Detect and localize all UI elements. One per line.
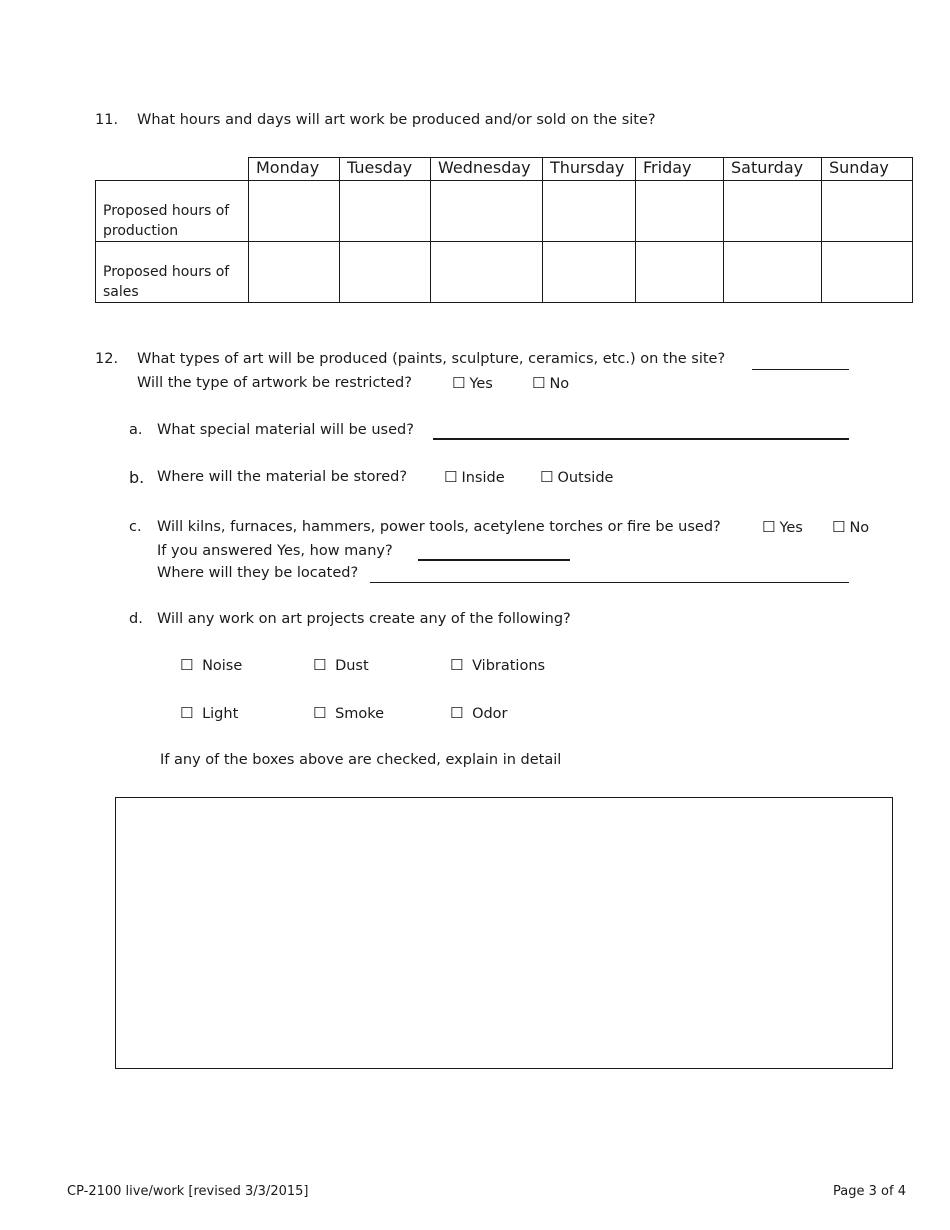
q12c-text: Will kilns, furnaces, hammers, power tools, acetylene torches or fire be used? <box>157 519 721 535</box>
table-row <box>96 242 913 303</box>
located-input[interactable] <box>370 582 849 583</box>
noise-option[interactable]: ☐ Noise <box>180 656 243 674</box>
sales-sunday-cell[interactable] <box>822 242 913 303</box>
smoke-option[interactable]: ☐ Smoke <box>313 704 385 722</box>
checkbox-icon[interactable]: ☐ <box>540 468 554 486</box>
art-types-input[interactable] <box>752 369 849 370</box>
q12b-text: Where will the material be stored? <box>157 469 408 485</box>
q12b-letter: b. <box>129 468 145 487</box>
sales-thursday-cell[interactable] <box>543 242 636 303</box>
checkbox-icon[interactable]: ☐ <box>180 656 194 674</box>
q11-text: What hours and days will art work be produced and/or sold on the site? <box>137 112 656 128</box>
day-header: Monday <box>249 158 340 181</box>
day-header: Wednesday <box>431 158 543 181</box>
day-header: Tuesday <box>340 158 431 181</box>
checkbox-icon[interactable]: ☐ <box>180 704 194 722</box>
q12d-text: Will any work on art projects create any of the following? <box>157 611 571 627</box>
restricted-yes-option[interactable]: ☐ Yes <box>452 374 493 392</box>
checkbox-icon[interactable]: ☐ <box>313 704 327 722</box>
checkbox-icon[interactable]: ☐ <box>313 656 327 674</box>
explain-label: If any of the boxes above are checked, explain in detail <box>160 752 562 768</box>
q11-number: 11. <box>95 112 119 128</box>
day-header: Thursday <box>543 158 636 181</box>
tools-yes-option[interactable]: ☐ Yes <box>762 518 803 536</box>
how-many-label: If you answered Yes, how many? <box>157 543 393 559</box>
production-tuesday-cell[interactable] <box>340 181 431 242</box>
q12c-letter: c. <box>129 519 142 535</box>
sales-tuesday-cell[interactable] <box>340 242 431 303</box>
light-option[interactable]: ☐ Light <box>180 704 239 722</box>
table-row <box>96 181 913 242</box>
explain-textarea[interactable] <box>115 797 893 1069</box>
schedule-table <box>95 157 913 303</box>
checkbox-icon[interactable]: ☐ <box>450 704 464 722</box>
dust-option[interactable]: ☐ Dust <box>313 656 369 674</box>
vibrations-option[interactable]: ☐ Vibrations <box>450 656 546 674</box>
sales-monday-cell[interactable] <box>249 242 340 303</box>
checkbox-icon[interactable]: ☐ <box>532 374 546 392</box>
sales-wednesday-cell[interactable] <box>431 242 543 303</box>
production-sunday-cell[interactable] <box>822 181 913 242</box>
checkbox-icon[interactable]: ☐ <box>832 518 846 536</box>
q12-text: What types of art will be produced (paints, sculpture, ceramics, etc.) on the site? <box>137 351 726 367</box>
day-header: Friday <box>636 158 724 181</box>
production-thursday-cell[interactable] <box>543 181 636 242</box>
row-label-sales: Proposed hours of sales <box>96 242 249 303</box>
q12a-text: What special material will be used? <box>157 422 414 438</box>
production-friday-cell[interactable] <box>636 181 724 242</box>
q12d-letter: d. <box>129 611 143 627</box>
restricted-no-option[interactable]: ☐ No <box>532 374 570 392</box>
row-label-production: Proposed hours of production <box>96 181 249 242</box>
checkbox-icon[interactable]: ☐ <box>450 656 464 674</box>
q12-number: 12. <box>95 351 119 367</box>
production-monday-cell[interactable] <box>249 181 340 242</box>
sales-saturday-cell[interactable] <box>724 242 822 303</box>
odor-option[interactable]: ☐ Odor <box>450 704 508 722</box>
checkbox-icon[interactable]: ☐ <box>452 374 466 392</box>
production-wednesday-cell[interactable] <box>431 181 543 242</box>
how-many-input[interactable] <box>418 559 570 561</box>
checkbox-icon[interactable]: ☐ <box>762 518 776 536</box>
table-corner <box>96 158 249 181</box>
sales-friday-cell[interactable] <box>636 242 724 303</box>
day-header: Saturday <box>724 158 822 181</box>
stored-inside-option[interactable]: ☐ Inside <box>444 468 505 486</box>
form-id: CP-2100 live/work [revised 3/3/2015] <box>67 1184 309 1199</box>
checkbox-icon[interactable]: ☐ <box>444 468 458 486</box>
q12a-letter: a. <box>129 422 143 438</box>
q12-restricted-text: Will the type of artwork be restricted? <box>137 375 412 391</box>
production-saturday-cell[interactable] <box>724 181 822 242</box>
day-header: Sunday <box>822 158 913 181</box>
stored-outside-option[interactable]: ☐ Outside <box>540 468 614 486</box>
special-material-input[interactable] <box>433 438 849 440</box>
located-label: Where will they be located? <box>157 565 359 581</box>
tools-no-option[interactable]: ☐ No <box>832 518 870 536</box>
page-number: Page 3 of 4 <box>833 1184 906 1199</box>
